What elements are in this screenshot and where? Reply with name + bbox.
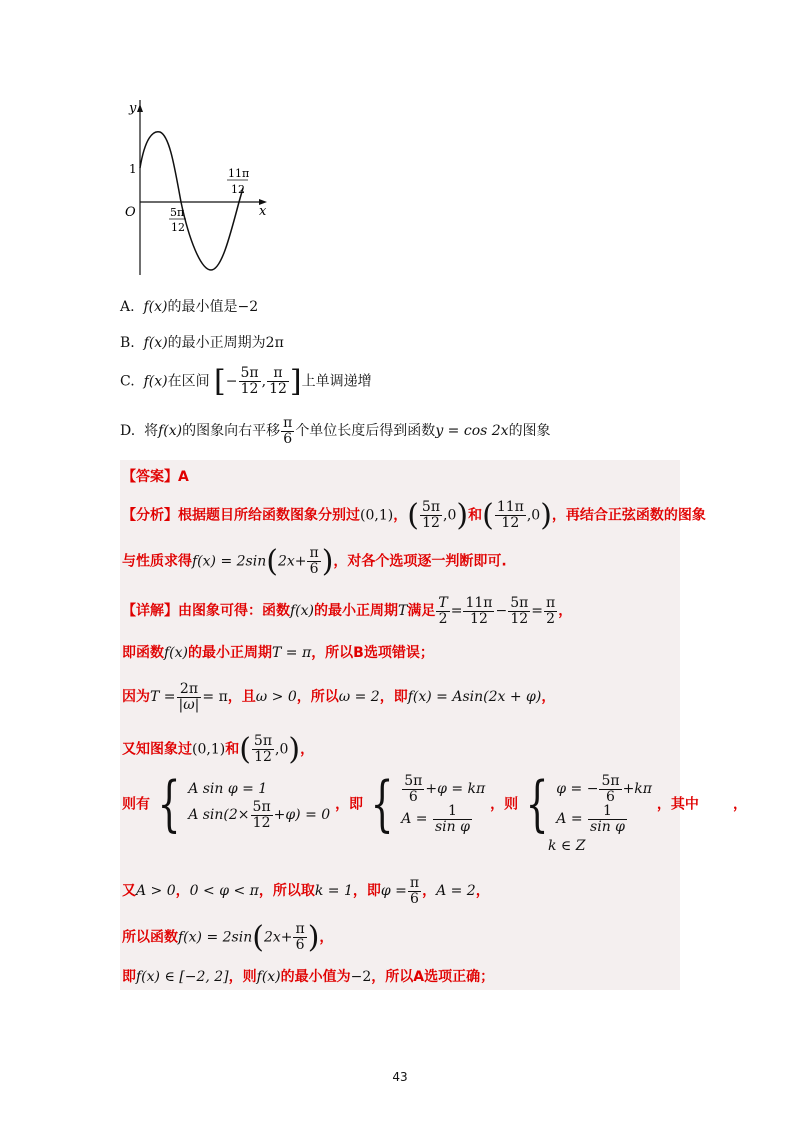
option-d-func: y = cos 2x (435, 423, 509, 440)
option-a-value: −2 (237, 299, 259, 315)
option-b-fx: f(x) (143, 335, 168, 351)
y-axis-arrow (137, 104, 143, 112)
option-c-text1: 在区间 (167, 373, 210, 390)
analysis-line-2: 与性质求得f(x) = 2sin(2x+ $\frac{\pi}{6}$ )，对各个选项逐一判断即可. (122, 544, 507, 579)
option-b-text: 的最小正周期为 (167, 335, 266, 351)
option-d: D. 将f(x)的图象向右平移 $\frac{\pi}{6}$ 个单位长度后得到函数y = cos 2x的图象 (120, 415, 551, 447)
detail-line-8: 即f(x) ∈ [−2, 2]，则f(x)的最小值为−2，所以A选项正确； (122, 969, 495, 985)
option-b (120, 332, 284, 352)
detail-line-6: 又A > 0，0 < φ < π，所以取k = 1，即φ = $\frac{\pi}{6}$ ，A = 2， (122, 875, 490, 907)
detail-line-2: 即函数f(x)的最小正周期T = π，所以B选项错误； (122, 645, 434, 661)
option-c-text2: 上单调递增 (301, 373, 372, 390)
option-c: C. f(x)在区间 [− $\frac{5\pi}{12}$ , $\frac{\pi}{12}$ ]上单调递增 (120, 364, 372, 399)
option-b-value: 2π (265, 335, 284, 351)
detail-line-7: 所以函数f(x) = 2sin(2x+ $\frac{\pi}{6}$ )， (122, 920, 334, 955)
page-number: 43 (392, 1070, 408, 1084)
y-axis-label: y (129, 101, 137, 116)
detail-line-4: 又知图象过(0,1)和( $\frac{5\pi}{12}$ ,0)， (122, 732, 315, 767)
analysis-line-1: 【分析】根据题目所给函数图象分别过(0,1)，( $\frac{5\pi}{12}$ ,0)和( $\frac{11\pi}{12}$ ,0)，再结合正弦函数的图象 (122, 498, 706, 533)
option-a-text: 的最小值是 (167, 299, 238, 315)
detail-line-5: 则有 { A sin φ = 1 A sin(2× $\frac{5\pi}{12}$ +φ) = 0 ，即 { $\frac{5\pi}{6}$ +φ = kπ A = $\frac{1}{\text{sin φ}}$ ，则 { φ = − $\frac{5\pi}{6}$ +kπ A = $\frac{1}{\text{sin φ}}$ ，其中 ， (122, 769, 747, 840)
x-tick-2-num: 11π (228, 167, 250, 180)
detail-line-3: 因为T = $\frac{2\pi}{|\omega|}$ = π，且ω > 0，所以ω = 2，即f(x) = Asin(2x + φ)， (122, 681, 556, 713)
x-tick-2-den: 12 (231, 183, 245, 196)
option-c-fx: f(x) (143, 373, 168, 390)
answer-box (120, 460, 680, 990)
option-d-letter: D. (120, 423, 136, 440)
option-c-letter: C. (120, 373, 135, 390)
origin-label: O (125, 205, 136, 220)
sine-graph (115, 100, 285, 280)
sine-curve (140, 132, 243, 270)
x-tick-1-den: 12 (171, 221, 185, 234)
x-tick-1-num: 5π (170, 206, 185, 219)
option-a (120, 296, 258, 316)
option-a-fx: f(x) (143, 299, 168, 315)
answer-label: 【答案】A (122, 469, 189, 485)
y-tick-label: 1 (129, 162, 137, 176)
k-in-z: k ∈ Z (548, 838, 586, 854)
option-a-letter: A. (120, 299, 135, 315)
option-b-letter: B. (120, 335, 135, 351)
detail-line-1: 【详解】由图象可得：函数f(x)的最小正周期T满足 $\frac{T}{2}$ = $\frac{11\pi}{12}$ − $\frac{5\pi}{12}$ = $\frac{\pi}{2}$ ， (122, 595, 573, 627)
x-axis-label: x (259, 204, 267, 219)
